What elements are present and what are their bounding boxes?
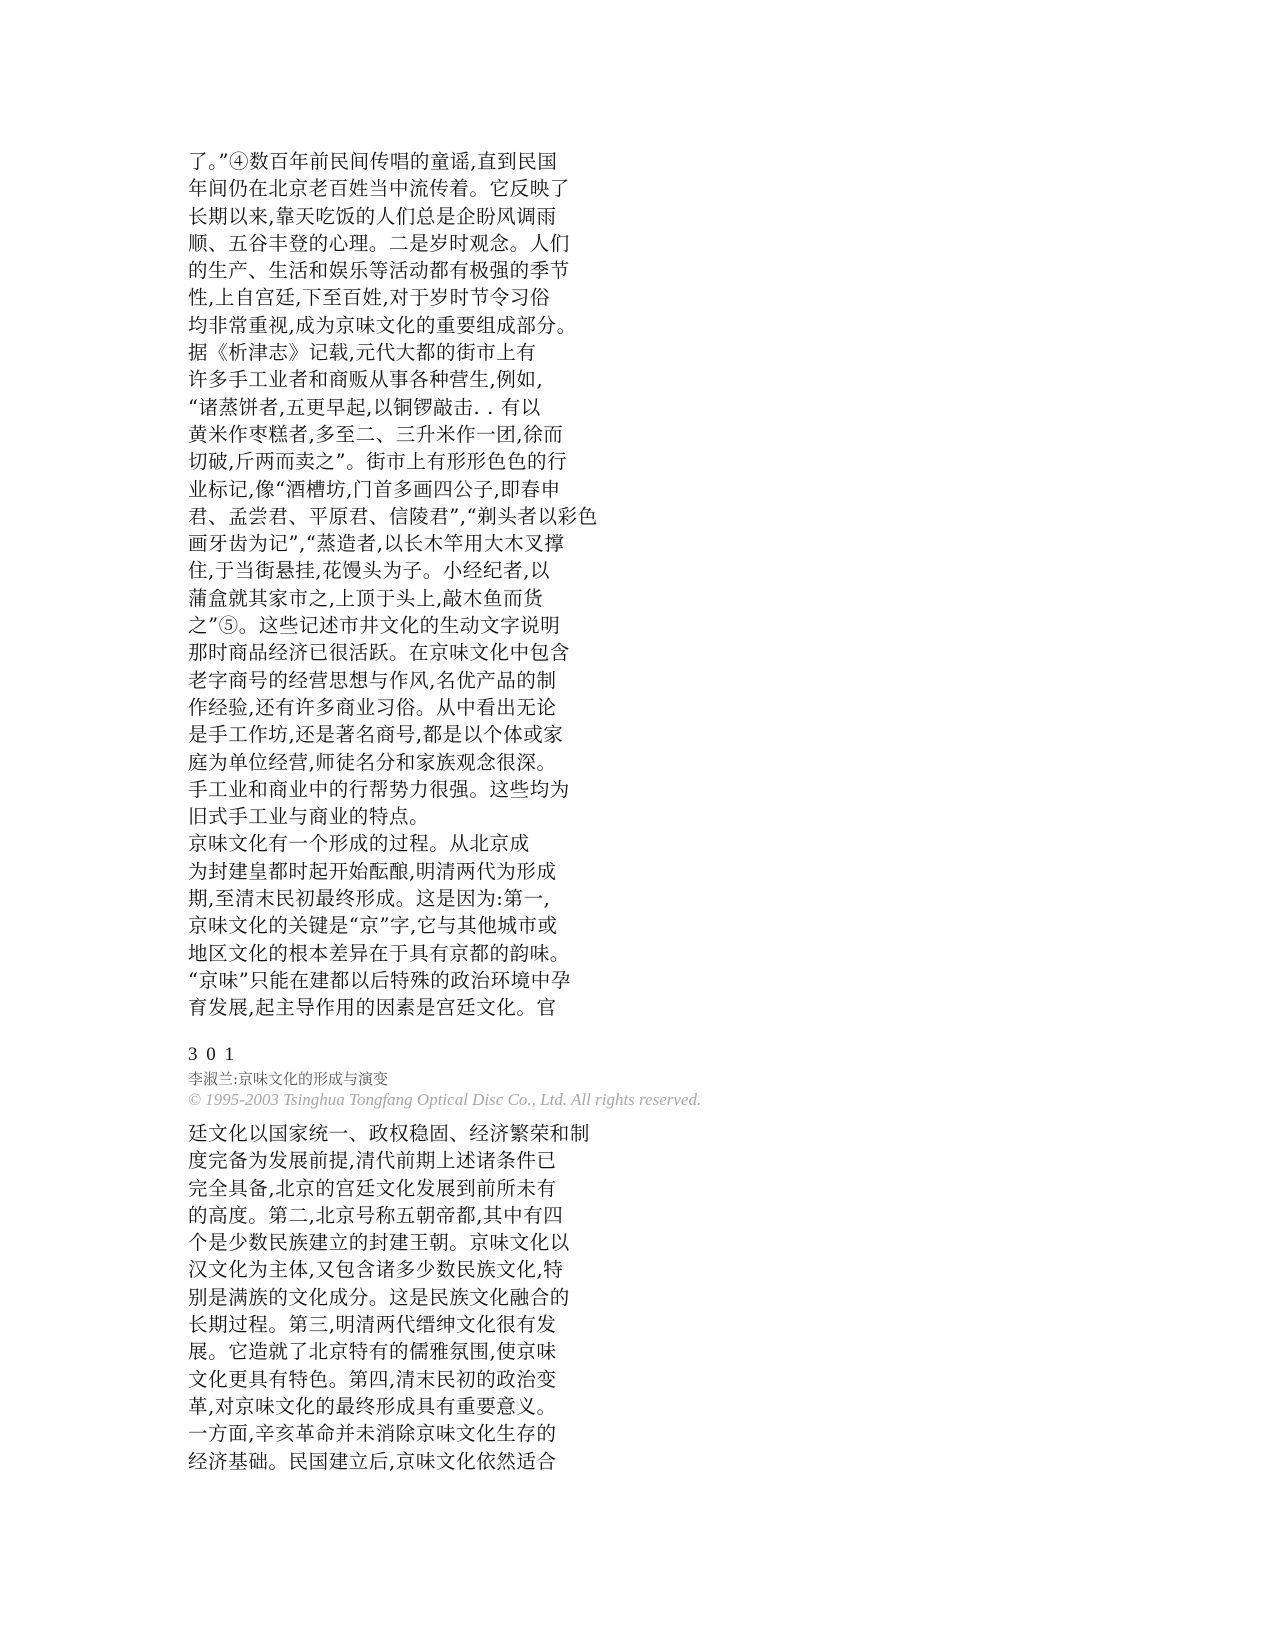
text-line: 别是满族的文化成分。这是民族文化融合的: [188, 1285, 570, 1309]
text-line: 完全具备,北京的宫廷文化发展到前所未有: [188, 1176, 557, 1200]
body-text-upper: [188, 148, 598, 1022]
text-line: 汉文化为主体,又包含诸多少数民族文化,特: [188, 1258, 564, 1282]
text-line: 之”⑤。这些记述市井文化的生动文字说明: [188, 614, 561, 638]
text-line: 业标记,像“酒槽坊,门首多画四公子,即春申: [188, 477, 561, 501]
text-line: 京味文化的关键是“京”字,它与其他城市或: [188, 914, 558, 938]
text-line: 是手工作坊,还是著名商号,都是以个体或家: [188, 723, 564, 747]
text-line: 的生产、生活和娱乐等活动都有极强的季节: [188, 259, 570, 283]
text-line: 京味文化有一个形成的过程。从北京成: [188, 832, 530, 856]
text-line: 育发展,起主导作用的因素是宫廷文化。官: [188, 996, 557, 1020]
text-line: 的高度。第二,北京号称五朝帝都,其中有四: [188, 1203, 564, 1227]
text-line: 革,对京味文化的最终形成具有重要意义。: [188, 1394, 557, 1418]
text-line: 了。”④数百年前民间传唱的童谣,直到民国: [188, 150, 558, 173]
text-line: 老字商号的经营思想与作风,名优产品的制: [188, 668, 557, 692]
running-header: 李淑兰:京味文化的形成与演变: [188, 1070, 389, 1088]
text-line: 均非常重视,成为京味文化的重要组成部分。: [188, 313, 577, 337]
text-line: “诸蒸饼者,五更早起,以铜锣敲击. . 有以: [188, 395, 541, 419]
text-line: 地区文化的根本差异在于具有京都的韵味。: [188, 941, 570, 965]
text-line: 庭为单位经营,师徒名分和家族观念很深。: [188, 750, 557, 774]
body-text-lower: [188, 1120, 590, 1475]
text-line: 廷文化以国家统一、政权稳固、经济繁荣和制: [188, 1122, 591, 1145]
text-line: 据《析津志》记载,元代大都的街市上有: [188, 341, 537, 365]
text-line: 黄米作枣糕者,多至二、三升米作一团,徐而: [188, 422, 564, 446]
text-line: 画牙齿为记”,“蒸造者,以长木竿用大木叉撑: [188, 532, 565, 556]
text-line: 度完备为发展前提,清代前期上述诸条件已: [188, 1149, 557, 1173]
text-line: 切破,斤两而卖之”。街市上有形形色色的行: [188, 450, 568, 474]
text-line: 顺、五谷丰登的心理。二是岁时观念。人们: [188, 231, 570, 255]
text-line: 期,至清末民初最终形成。这是因为:第一,: [188, 887, 551, 911]
text-line: “京味”只能在建都以后特殊的政治环境中孕: [188, 968, 571, 992]
text-line: 长期过程。第三,明清两代缙绅文化很有发: [188, 1313, 557, 1337]
text-line: 一方面,辛亥革命并未消除京味文化生存的: [188, 1422, 557, 1446]
text-line: 手工业和商业中的行帮势力很强。这些均为: [188, 777, 570, 801]
text-line: 性,上自宫廷,下至百姓,对于岁时节令习俗: [188, 286, 551, 310]
text-line: 蒲盒就其家市之,上顶于头上,敲木鱼而货: [188, 586, 544, 610]
copyright-notice: © 1995-2003 Tsinghua Tongfang Optical Disc Co., Ltd. All rights reserved.: [188, 1090, 702, 1109]
text-line: 旧式手工业与商业的特点。: [188, 805, 430, 829]
page-number: 3 0 1: [188, 1044, 236, 1065]
text-line: 住,于当街悬挂,花馒头为子。小经纪者,以: [188, 559, 551, 583]
text-line: 展。它造就了北京特有的儒雅氛围,使京味: [188, 1340, 557, 1364]
text-line: 为封建皇都时起开始酝酿,明清两代为形成: [188, 859, 557, 883]
text-line: 作经验,还有许多商业习俗。从中看出无论: [188, 695, 557, 719]
text-line: 君、孟尝君、平原君、信陵君”,“剃头者以彩色: [188, 504, 598, 528]
text-line: 许多手工业者和商贩从事各种营生,例如,: [188, 368, 544, 392]
text-line: 经济基础。民国建立后,京味文化依然适合: [188, 1449, 557, 1473]
text-line: 文化更具有特色。第四,清末民初的政治变: [188, 1367, 557, 1391]
text-line: 个是少数民族建立的封建王朝。京味文化以: [188, 1231, 570, 1255]
text-line: 长期以来,靠天吃饭的人们总是企盼风调雨: [188, 204, 557, 228]
text-line: 年间仍在北京老百姓当中流传着。它反映了: [188, 177, 570, 201]
text-line: 那时商品经济已很活跃。在京味文化中包含: [188, 641, 570, 665]
